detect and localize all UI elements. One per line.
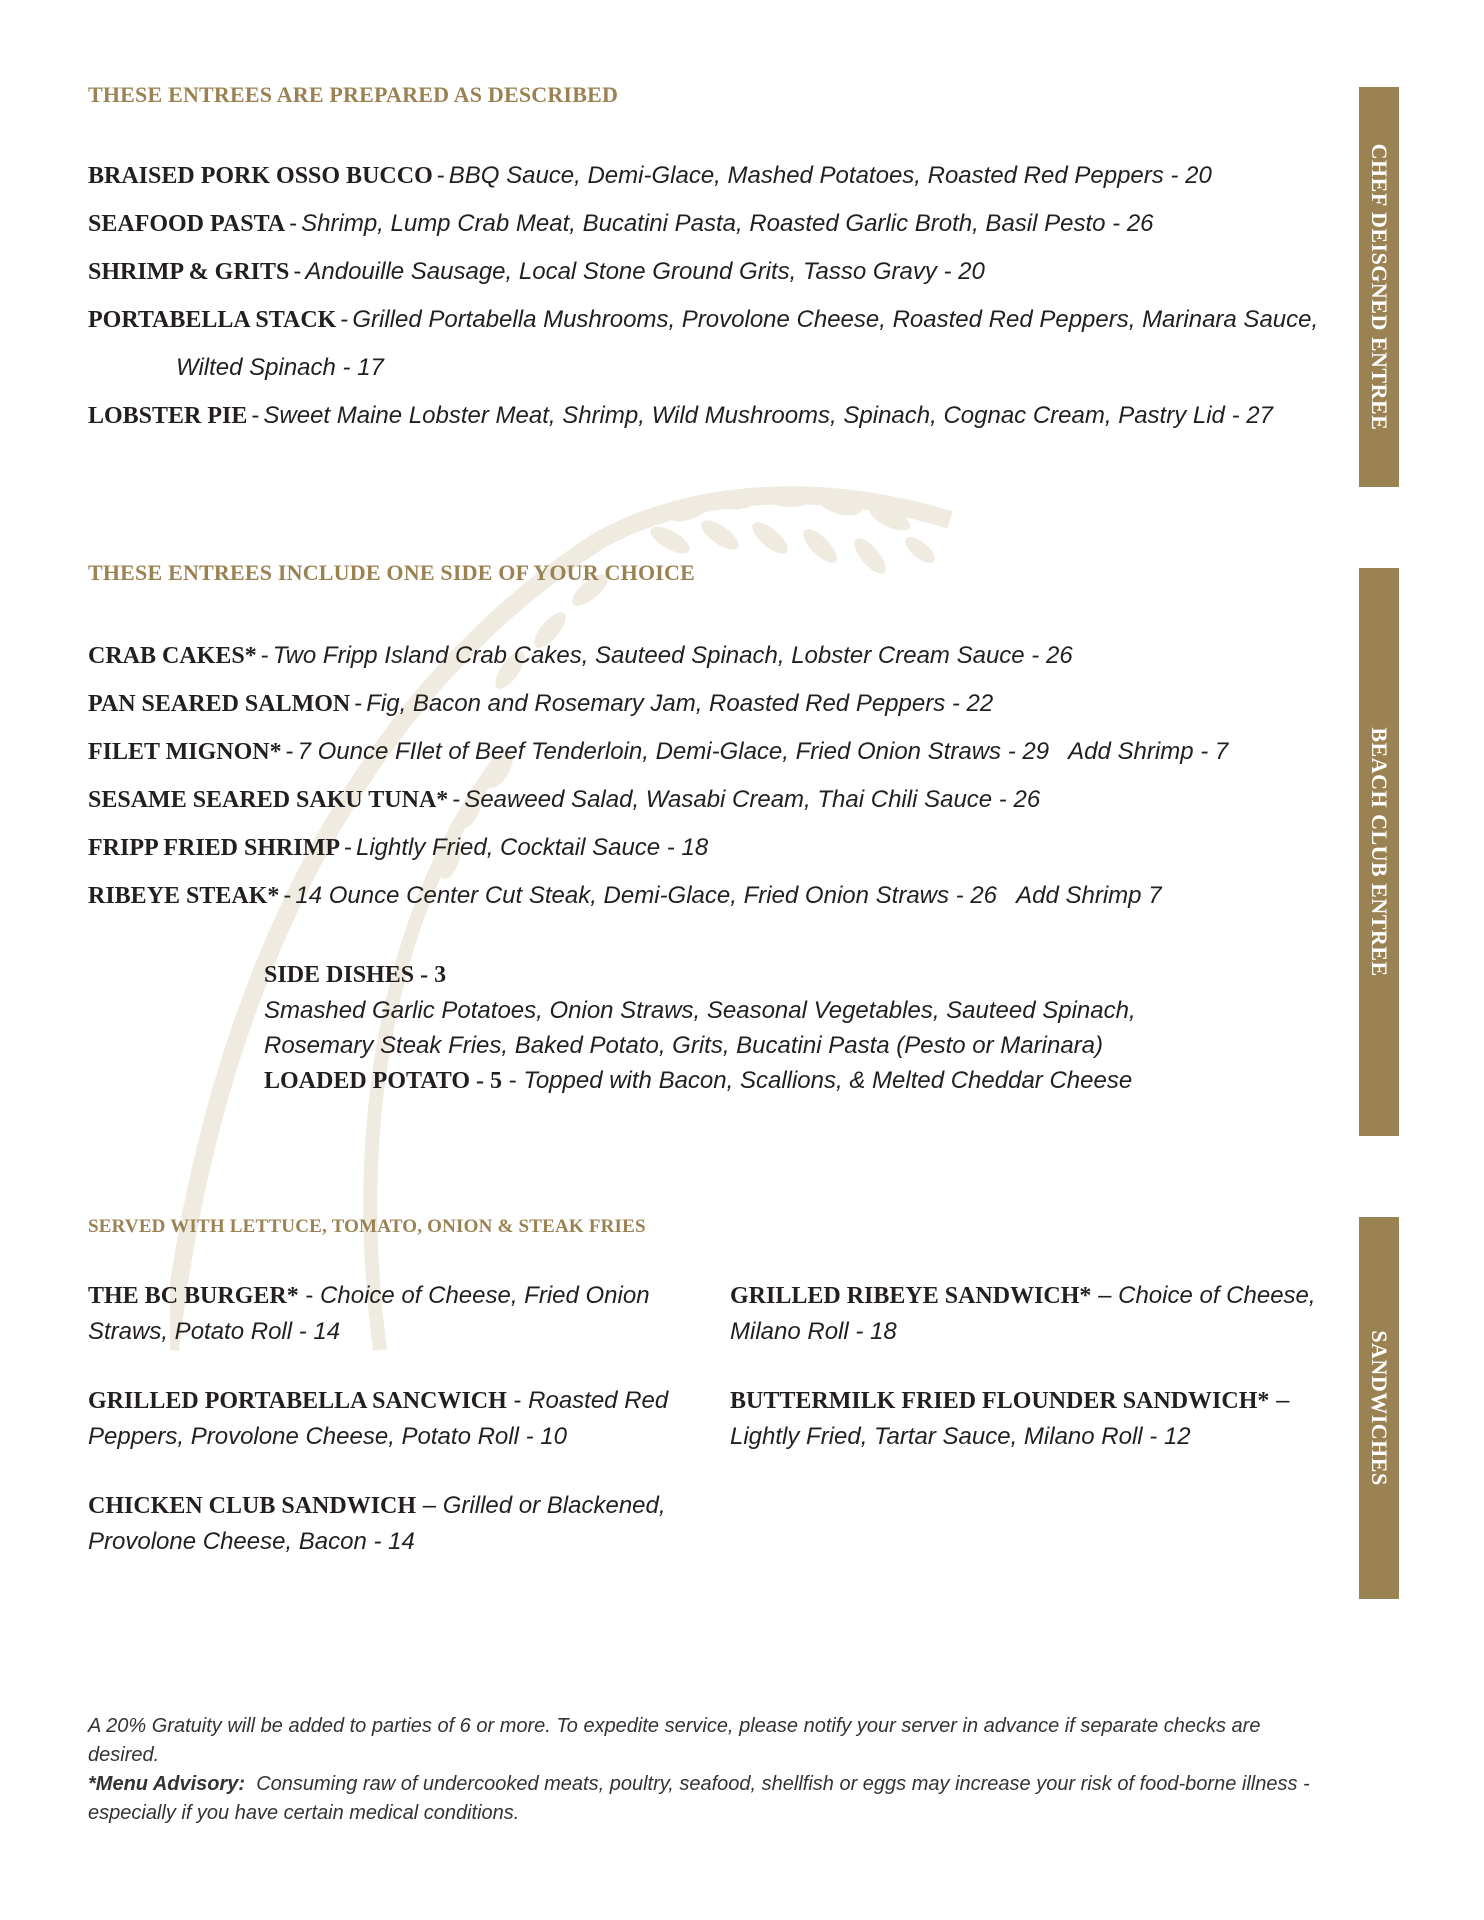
advisory-text: Consuming raw of undercooked meats, poultry, seafood, shellfish or eggs may increase your risk of food-borne illness - especially if you have certain medical conditions. <box>88 1773 1310 1824</box>
loaded-potato-description: Topped with Bacon, Scallions, & Melted Cheddar Cheese <box>523 1067 1133 1094</box>
item-description: Lightly Fried, Tartar Sauce, Milano Roll - 12 <box>730 1423 1191 1450</box>
item-description: 14 Ounce Center Cut Steak, Demi-Glace, Fried Onion Straws - 26 Add Shrimp 7 <box>295 882 1162 909</box>
item-name: BRAISED PORK OSSO BUCCO <box>88 163 433 189</box>
item-name: FILET MIGNON* <box>88 739 282 765</box>
item-separator: – <box>422 1492 437 1519</box>
sandwich-item <box>88 1383 708 1454</box>
tab-label: BEACH CLUB ENTREE <box>1367 727 1392 977</box>
item-description: Choice of Cheese, Milano Roll - 18 <box>730 1282 1316 1345</box>
item-description-continued: Wilted Spinach - 17 <box>176 354 384 381</box>
item-name: THE BC BURGER* <box>88 1283 299 1309</box>
menu-item: SEAFOOD PASTA - Shrimp, Lump Crab Meat, Bucatini Pasta, Roasted Garlic Broth, Basil Pesto - 26 <box>88 210 1154 237</box>
item-description: Shrimp, Lump Crab Meat, Bucatini Pasta, Roasted Garlic Broth, Basil Pesto - 26 <box>301 210 1154 237</box>
tab-beach-club-entree <box>1359 568 1399 1136</box>
item-name: FRIPP FRIED SHRIMP <box>88 835 340 861</box>
item-separator: - <box>513 1387 522 1414</box>
section-heading-beach: THESE ENTREES INCLUDE ONE SIDE OF YOUR CHOICE <box>88 560 695 585</box>
advisory-label: *Menu Advisory: <box>88 1773 246 1795</box>
menu-item: SESAME SEARED SAKU TUNA* - Seaweed Salad, Wasabi Cream, Thai Chili Sauce - 26 <box>88 786 1041 813</box>
side-dishes-line: Smashed Garlic Potatoes, Onion Straws, Seasonal Vegetables, Sauteed Spinach, <box>264 997 1136 1024</box>
item-name: SEAFOOD PASTA <box>88 211 286 237</box>
menu-item: PORTABELLA STACK - Grilled Portabella Mushrooms, Provolone Cheese, Roasted Red Peppers, Marinara Sauce, Wilted Spinach - 17 <box>88 304 1338 384</box>
menu-item: SHRIMP & GRITS - Andouille Sausage, Local Stone Ground Grits, Tasso Gravy - 20 <box>88 258 985 285</box>
item-description: Seaweed Salad, Wasabi Cream, Thai Chili Sauce - 26 <box>464 786 1041 813</box>
item-separator: – <box>1098 1282 1112 1309</box>
sandwich-item <box>730 1278 1350 1349</box>
item-separator: – <box>1276 1387 1290 1414</box>
menu-item: RIBEYE STEAK* - 14 Ounce Center Cut Steak, Demi-Glace, Fried Onion Straws - 26 Add Shrimp 7 <box>88 882 1162 909</box>
item-description: Grilled or Blackened, Provolone Cheese, Bacon - 14 <box>88 1492 666 1555</box>
item-name: CRAB CAKES* <box>88 643 257 669</box>
item-description: Choice of Cheese, Fried Onion Straws, Potato Roll - 14 <box>88 1282 650 1345</box>
sandwich-item <box>730 1383 1350 1454</box>
tab-chef-designed-entree <box>1359 87 1399 487</box>
item-name: RIBEYE STEAK* <box>88 883 280 909</box>
section-heading-chef: THESE ENTREES ARE PREPARED AS DESCRIBED <box>88 82 619 107</box>
beach-entree-list <box>88 640 1338 928</box>
gratuity-note: A 20% Gratuity will be added to parties of 6 or more. To expedite service, please notify your server in advance if separate checks are desired. <box>88 1715 1261 1766</box>
sandwich-item <box>88 1488 708 1559</box>
item-description: Grilled Portabella Mushrooms, Provolone Cheese, Roasted Red Peppers, Marinara Sauce, <box>352 306 1319 333</box>
menu-item: FRIPP FRIED SHRIMP - Lightly Fried, Cocktail Sauce - 18 <box>88 834 709 861</box>
item-description: 7 Ounce FIlet of Beef Tenderloin, Demi-Glace, Fried Onion Straws - 29 Add Shrimp - 7 <box>297 738 1229 765</box>
item-description: Sweet Maine Lobster Meat, Shrimp, Wild Mushrooms, Spinach, Cognac Cream, Pastry Lid - 27 <box>263 402 1273 429</box>
item-name: LOBSTER PIE <box>88 403 248 429</box>
item-name: SHRIMP & GRITS <box>88 259 290 285</box>
menu-item: PAN SEARED SALMON - Fig, Bacon and Rosemary Jam, Roasted Red Peppers - 22 <box>88 690 994 717</box>
side-dishes-title: SIDE DISHES - 3 <box>264 962 447 988</box>
menu-item: LOBSTER PIE - Sweet Maine Lobster Meat, Shrimp, Wild Mushrooms, Spinach, Cognac Cream, Pastry Lid - 27 <box>88 402 1273 429</box>
footer-notes <box>88 1712 1328 1828</box>
item-description: Lightly Fried, Cocktail Sauce - 18 <box>356 834 709 861</box>
loaded-potato: LOADED POTATO - 5 - Topped with Bacon, Scallions, & Melted Cheddar Cheese <box>264 1067 1133 1094</box>
section-heading-sandwiches: SERVED WITH LETTUCE, TOMATO, ONION & STEAK FRIES <box>88 1216 646 1237</box>
item-name: SESAME SEARED SAKU TUNA* <box>88 787 449 813</box>
loaded-potato-name: LOADED POTATO - 5 <box>264 1068 503 1094</box>
tab-label: SANDWICHES <box>1367 1330 1392 1486</box>
item-name: CHICKEN CLUB SANDWICH <box>88 1493 417 1519</box>
item-name: BUTTERMILK FRIED FLOUNDER SANDWICH* <box>730 1388 1270 1414</box>
item-description: Fig, Bacon and Rosemary Jam, Roasted Red Peppers - 22 <box>366 690 994 717</box>
tab-sandwiches <box>1359 1217 1399 1599</box>
item-separator: - <box>305 1282 314 1309</box>
menu-item: BRAISED PORK OSSO BUCCO - BBQ Sauce, Demi-Glace, Mashed Potatoes, Roasted Red Peppers - 20 <box>88 162 1212 189</box>
item-name: PORTABELLA STACK <box>88 307 337 333</box>
side-dishes-line: Rosemary Steak Fries, Baked Potato, Grits, Bucatini Pasta (Pesto or Marinara) <box>264 1032 1103 1059</box>
side-dishes <box>264 958 1264 1099</box>
tab-label: CHEF DEISGNED ENTREE <box>1367 143 1392 431</box>
chef-entree-list <box>88 160 1338 448</box>
menu-item: FILET MIGNON* - 7 Ounce FIlet of Beef Tenderloin, Demi-Glace, Fried Onion Straws - 29 Add Shrimp - 7 <box>88 738 1229 765</box>
item-name: GRILLED RIBEYE SANDWICH* <box>730 1283 1092 1309</box>
item-description: Roasted Red Peppers, Provolone Cheese, Potato Roll - 10 <box>88 1387 669 1450</box>
item-name: PAN SEARED SALMON <box>88 691 351 717</box>
menu-advisory <box>88 1770 1328 1828</box>
item-name: GRILLED PORTABELLA SANCWICH <box>88 1388 507 1414</box>
menu-item: CRAB CAKES* - Two Fripp Island Crab Cakes, Sauteed Spinach, Lobster Cream Sauce - 26 <box>88 642 1073 669</box>
item-description: Andouille Sausage, Local Stone Ground Grits, Tasso Gravy - 20 <box>305 258 985 285</box>
item-description: BBQ Sauce, Demi-Glace, Mashed Potatoes, Roasted Red Peppers - 20 <box>448 162 1212 189</box>
sandwich-item <box>88 1278 708 1349</box>
item-description: Two Fripp Island Crab Cakes, Sauteed Spinach, Lobster Cream Sauce - 26 <box>272 642 1073 669</box>
